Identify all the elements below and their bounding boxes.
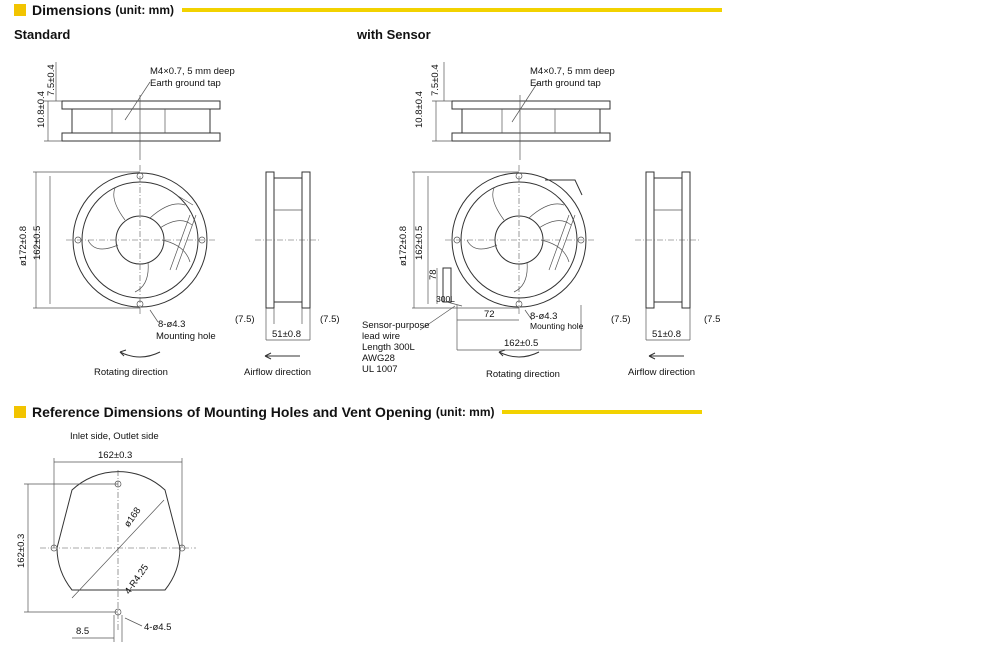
standard-tap-label-1: M4×0.7, 5 mm deep [150,66,235,77]
standard-tap-label-2: Earth ground tap [150,78,221,89]
standard-dia-outer: ø172±0.8 [18,225,29,266]
standard-rotating-label: Rotating direction [94,367,168,378]
sensor-side-depth: 51±0.8 [652,329,681,340]
standard-height-total: 10.8±0.4 [36,91,47,128]
reference-top-dim: 162±0.3 [98,450,133,461]
sensor-rotating-label: Rotating direction [486,369,560,380]
standard-height-flange: 7.5±0.4 [46,64,57,96]
standard-airflow-label: Airflow direction [244,367,312,378]
section-title: Dimensions [32,2,112,18]
reference-drawing [24,458,196,642]
reference-side-label: Inlet side, Outlet side [70,431,159,442]
standard-front-view [33,165,215,357]
sensor-lead-5: UL 1007 [362,364,398,375]
standard-hole-label-2: Mounting hole [156,331,216,342]
sensor-height-flange: 7.5±0.4 [430,64,441,96]
sensor-side-left: (7.5) [611,314,631,325]
reference-left-dim: 162±0.3 [16,533,27,568]
sensor-bottom-dim: 162±0.5 [504,338,539,349]
section-reference-header [14,404,702,420]
sensor-wire-offset: 78 [428,269,439,280]
sensor-title: with Sensor [357,27,431,42]
standard-side-left: (7.5) [235,314,255,325]
section-title: Reference Dimensions of Mounting Holes and Vent Opening [32,404,432,420]
reference-holes: 4-ø4.5 [144,622,172,633]
sensor-lead-3: Length 300L [362,342,415,353]
sensor-dia-outer: ø172±0.8 [398,225,409,266]
sensor-airflow-label: Airflow direction [628,367,696,378]
sensor-hole-label-1: 8-ø4.3 [530,311,558,322]
standard-dia-pitch: 162±0.5 [32,225,43,260]
sensor-dia-pitch: 162±0.5 [414,225,425,260]
standard-hole-label-1: 8-ø4.3 [158,319,186,330]
section-marker [14,406,26,418]
sensor-lead-2: lead wire [362,331,401,342]
section-unit: (unit: mm) [435,405,495,419]
standard-side-right: (7.5) [320,314,340,325]
sensor-lead-1: Sensor-purpose [362,320,430,331]
sensor-lead-4: AWG28 [362,353,395,364]
sensor-hole-label-2: Mounting hole [530,321,584,331]
reference-radius: 4-R4.25 [122,562,152,597]
section-rule [502,410,702,414]
sensor-tap-label-1: M4×0.7, 5 mm deep [530,66,615,77]
sensor-side-right: (7.5 [704,314,721,325]
standard-side-depth: 51±0.8 [272,329,301,340]
standard-title: Standard [14,27,71,42]
reference-dia: ø168 [122,505,144,530]
sensor-wire-pos: 72 [484,309,495,320]
section-unit: (unit: mm) [115,3,175,17]
reference-bottom-left: 8.5 [76,626,90,637]
sensor-wire-length-tag: 300L [436,294,455,304]
sensor-height-total: 10.8±0.4 [414,91,425,128]
sensor-tap-label-2: Earth ground tap [530,78,601,89]
